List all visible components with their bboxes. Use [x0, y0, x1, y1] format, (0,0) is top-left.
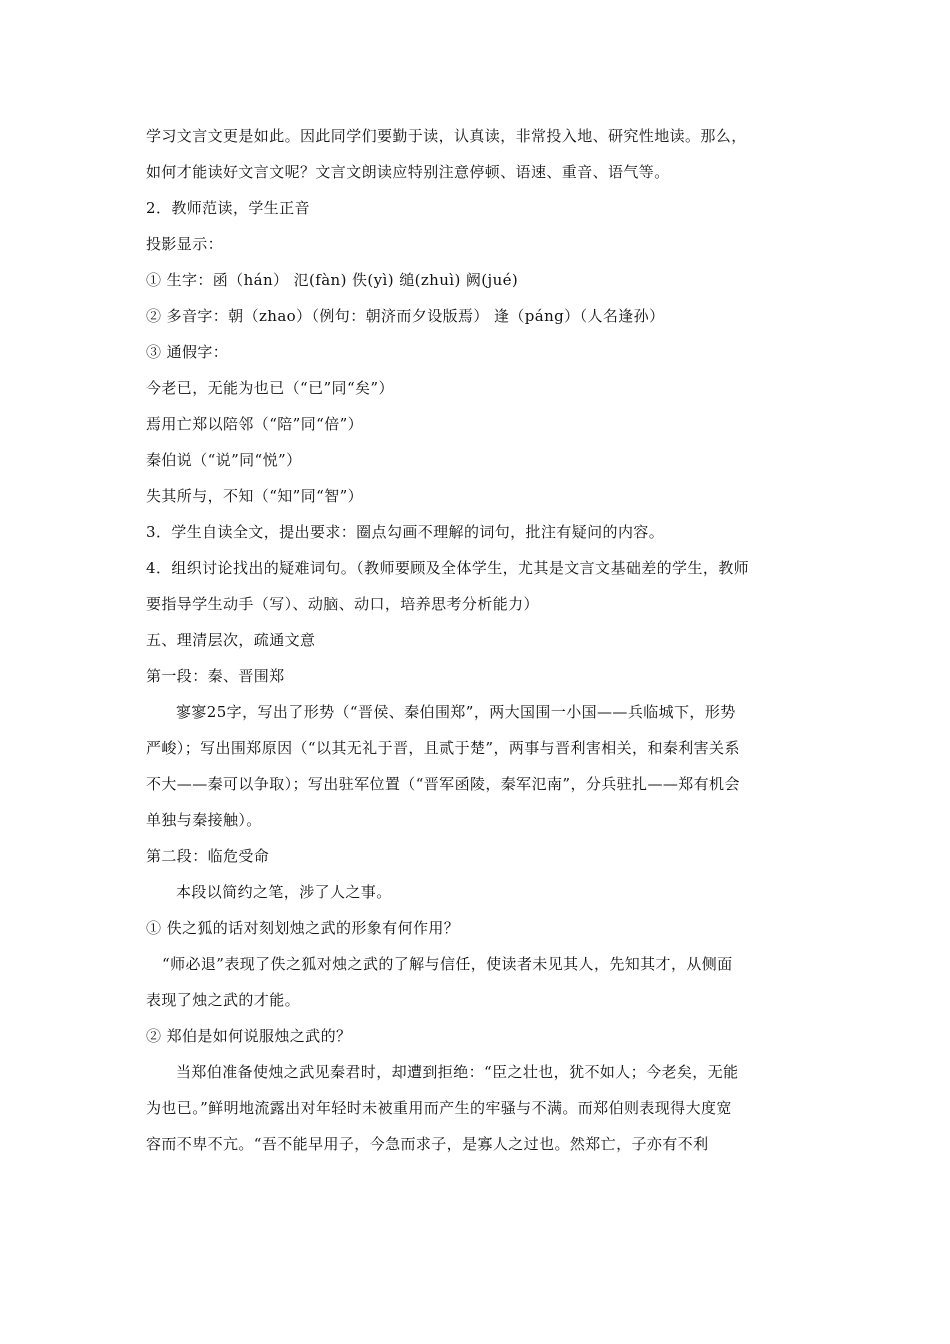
text-line: 要指导学生动手（写）、动脑、动口，培养思考分析能力） [146, 595, 539, 613]
text-line: 投影显示： [146, 235, 224, 253]
subsection-heading: 第二段：临危受命 [146, 847, 270, 865]
text-line: 秦伯说（“说”同“悦”） [146, 451, 302, 469]
subsection-heading: 第一段：秦、晋围郑 [146, 667, 285, 685]
text-line: 失其所与，不知（“知”同“智”） [146, 487, 364, 505]
list-item: ② 郑伯是如何说服烛之武的？ [146, 1027, 352, 1045]
paragraph-line: 容而不卑不亢。“吾不能早用子，今急而求子，是寡人之过也。然郑亡，子亦有不利 [146, 1135, 709, 1153]
text-line: 如何才能读好文言文呢？文言文朗读应特别注意停顿、语速、重音、语气等。 [146, 163, 670, 181]
paragraph-line: 单独与秦接触）。 [146, 811, 262, 829]
text-line: 焉用亡郑以陪邻（“陪”同“倍”） [146, 415, 364, 433]
paragraph-line: “师必退”表现了佚之狐对烛之武的了解与信任，使读者未见其人，先知其才，从侧面 [162, 955, 733, 973]
paragraph-line: 寥寥25字，写出了形势（“晋侯、秦伯围郑”，两大国围一小国——兵临城下，形势 [176, 703, 736, 721]
list-item: ② 多音字：朝（zhao）（例句：朝济而夕设版焉） 逢（páng）（人名逢孙） [146, 307, 665, 325]
list-item: ③ 通假字： [146, 343, 229, 361]
paragraph-line: 严峻）；写出围郑原因（“以其无礼于晋，且贰于楚”，两事与晋利害相关，和秦利害关系 [146, 739, 740, 757]
paragraph-line: 当郑伯准备使烛之武见秦君时，却遭到拒绝：“臣之壮也，犹不如人；今老矣，无能 [176, 1063, 739, 1081]
paragraph-line: 为也已。”鲜明地流露出对年轻时未被重用而产生的牢骚与不满。而郑伯则表现得大度宽 [146, 1099, 732, 1117]
text-line: 今老已，无能为也已（“已”同“矣”） [146, 379, 394, 397]
list-item: ① 佚之狐的话对刻划烛之武的形象有何作用？ [146, 919, 460, 937]
document-page [146, 118, 806, 1162]
numbered-heading: 4．组织讨论找出的疑难词句。（教师要顾及全体学生，尤其是文言文基础差的学生，教师 [146, 559, 750, 577]
list-item: ① 生字：函（hán） 氾(fàn) 佚(yì) 缒(zhuì) 阙(jué) [146, 271, 519, 289]
numbered-heading: 3．学生自读全文，提出要求：圈点勾画不理解的词句，批注有疑问的内容。 [146, 523, 665, 541]
paragraph-line: 表现了烛之武的才能。 [146, 991, 301, 1009]
section-heading: 五、理清层次，疏通文意 [146, 631, 316, 649]
paragraph-line: 不大——秦可以争取）；写出驻军位置（“晋军函陵，秦军氾南”，分兵驻扎——郑有机会 [146, 775, 740, 793]
paragraph-line: 本段以简约之笔，涉了人之事。 [176, 883, 392, 901]
text-line: 学习文言文更是如此。因此同学们要勤于读，认真读，非常投入地、研究性地读。那么， [146, 127, 747, 145]
numbered-heading: 2．教师范读，学生正音 [146, 199, 310, 217]
